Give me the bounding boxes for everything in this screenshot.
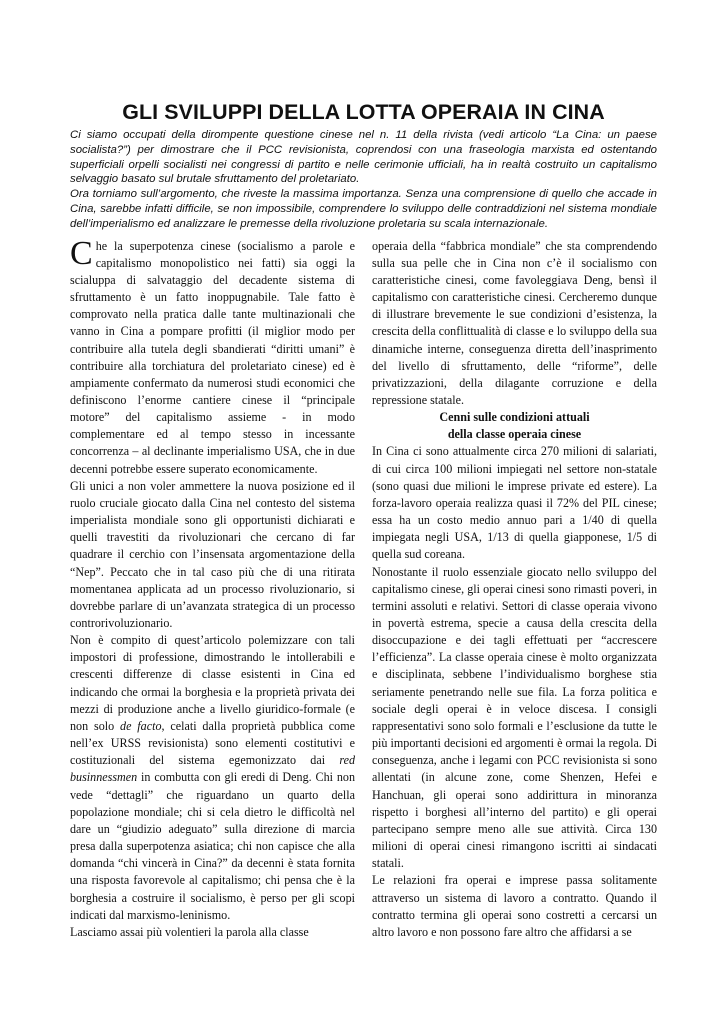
body-paragraph: Gli unici a non voler ammettere la nuova posizione ed il ruolo cruciale giocato dalla Cina nel contesto del sistema imperialista mondiale sono gli opportunisti dichiarati e quelli travestiti da rivoluzionari che cercano di far quadrare il cerchio con l’insensata argomentazione della “Nep”. Peccato che in tal caso più che di una ritirata momentanea applicata ad un processo rivoluzionario, si dovrebbe parlare di un’avanzata strategica di un processo controrivoluzionario. — [70, 478, 355, 631]
section-heading-line: Cenni sulle condizioni attuali — [439, 410, 590, 425]
article-body — [70, 234, 657, 941]
intro-paragraph: Ci siamo occupati della dirompente questione cinese nel n. 11 della rivista (vedi articolo “La Cina: un paese socialista?”) per dimostrare che il PCC revisionista, coprendosi con una fraseologia marxista ed ostentando superficiali orpelli socialisti nei congressi di partito e nelle cerimonie ufficiali, ha in realtà costruito un capitalismo selvaggio basato sul brutale sfruttamento del proletariato. — [70, 129, 657, 186]
article — [70, 100, 657, 941]
article-intro — [70, 128, 657, 232]
paragraph-text: Non è compito di quest’articolo polemizzare con tali impostori di professione, dimostrando le intollerabili e crescenti differenze di classe esistenti in Cina ed indicando che ormai la borghesia e la proprietà privata dei mezzi di produzione anche a livello giuridico-formale (e non solo — [70, 633, 355, 733]
body-paragraph: operaia della “fabbrica mondiale” che sta comprendendo sulla sua pelle che in Cina non c’è il socialismo con caratteristiche cinesi, come favoleggiava Deng, bensì il capitalismo con caratteristiche cinesi. Cercheremo dunque di illustrare brevemente le sue condizioni d’esistenza, la crescita della conflittualità di classe e lo sviluppo della sua dinamiche interne, conseguenza diretta dell’inasprimento del livello di sfruttamento, delle “riforme”, delle privatizzazioni, della dilagante corruzione e della repressione statale. — [372, 238, 657, 407]
body-paragraph: Lasciamo assai più volentieri la parola alla classe — [70, 924, 309, 939]
emphasis-text: de facto — [120, 718, 162, 733]
paragraph-text: in combutta con gli eredi di Deng. Chi non vede “dettagli” che riguardano un quarto della popolazione mondiale; chi si cela dietro le difficoltà nel dare un “giudizio adeguato” sulla direzione di marcia presa dalla superpotenza asiatica; chi non capisce che alla domanda “chi vincerà in Cina?” da decenni è stata fornita una risposta favorevole al capitalismo; chi pensa che è la borghesia a costruire il socialismo, è perso per gli scopi indicati dal marxismo-leninismo. — [70, 770, 355, 922]
section-heading — [372, 409, 657, 443]
article-title: GLI SVILUPPI DELLA LOTTA OPERAIA IN CINA — [122, 100, 605, 124]
body-paragraph: Nonostante il ruolo essenziale giocato nello sviluppo del capitalismo cinese, gli operai cinesi sono rimasti poveri, in termini assoluti e relativi. Settori di classe operaia vivono in povertà estrema, specie a causa della crescita della disoccupazione e dei tagli effettuati per “accrescere l’efficienza”. La classe operaia cinese è molto organizzata e disciplinata, sebbene l’individualismo borghese stia seriamente penetrando nelle sue fila. La forza politica e sociale degli operai è in veloce discesa. I consigli rappresentativi sono solo formali e l’esclusione da tutte le più importanti decisioni ed argomenti è ormai la regola. Di conseguenza, anche i legami con PCC revisionista si sono allentati (in alcune zone, come Shenzen, Hefei e Hanchuan, gli operai sono addirittura in minoranza rispetto i borghesi all’interno del partito) e gli operai partecipano sempre meno alle sue attività. Circa 130 milioni di operai cinesi rimangono iscritti ai sindacati statali. — [372, 564, 657, 871]
body-paragraph: In Cina ci sono attualmente circa 270 milioni di salariati, di cui circa 100 milioni impiegati nel settore non-statale (sono quasi due milioni le imprese private ed estere). La forza-lavoro operaia realizza quasi il 72% del PIL cinese; essa ha un costo medio annuo pari a 1/40 di quella impiegata negli USA, 1/13 di quella giapponese, 1/5 di quella sud coreana. — [372, 444, 657, 562]
body-paragraph — [70, 632, 355, 924]
body-paragraph — [70, 234, 355, 478]
right-column — [372, 238, 657, 941]
body-paragraph: Le relazioni fra operai e imprese passa solitamente attraverso un sistema di lavoro a contratto. Quando il contratto termina gli operai sono costretti a cercarsi un altro lavoro e non possono fare altro che affidarsi a se — [372, 873, 657, 939]
emphasis-text: red businnessmen — [70, 753, 355, 785]
section-heading-line: della classe operaia cinese — [447, 427, 582, 442]
paragraph-text: , celati dalla proprietà pubblica come nell’ex URSS revisionista) sono elementi costitutivi e costituzionali del sistema egemonizzato dai — [70, 718, 355, 768]
paragraph-text: he la superpotenza cinese (socialismo a parole e capitalismo monopolistico nei fatti) sia oggi la scialuppa di salvataggio del decadente sistema di sfruttamento è un fatto inoppugnabile. Tale fatto è comprovato nella pratica dalle tante multinazionali che vanno in Cina a pompare profitti (il miglior modo per contribuire alla tutela degli sbandierati “diritti umani” è contribuire alla torchiatura del proletariato cinese) ed è ampiamente confermato da numerosi studi economici che definiscono l’enorme cantiere cinese il “principale motore” del capitalismo assieme - in modo complementare ed al tempo stesso in incessante concorrenza – al declinante imperialismo USA, che in due decenni potrebbe essere superato economicamente. — [70, 238, 355, 476]
intro-paragraph: Ora torniamo sull’argomento, che riveste la massima importanza. Senza una comprensione di quello che accade in Cina, sarebbe infatti difficile, se non impossibile, comprendere lo sviluppo delle contraddizioni nel sistema mondiale dell’imperialismo ed analizzare le premesse della rivoluzione proletaria su scala internazionale. — [70, 188, 657, 230]
drop-cap: C — [70, 234, 93, 272]
left-column — [70, 234, 355, 941]
